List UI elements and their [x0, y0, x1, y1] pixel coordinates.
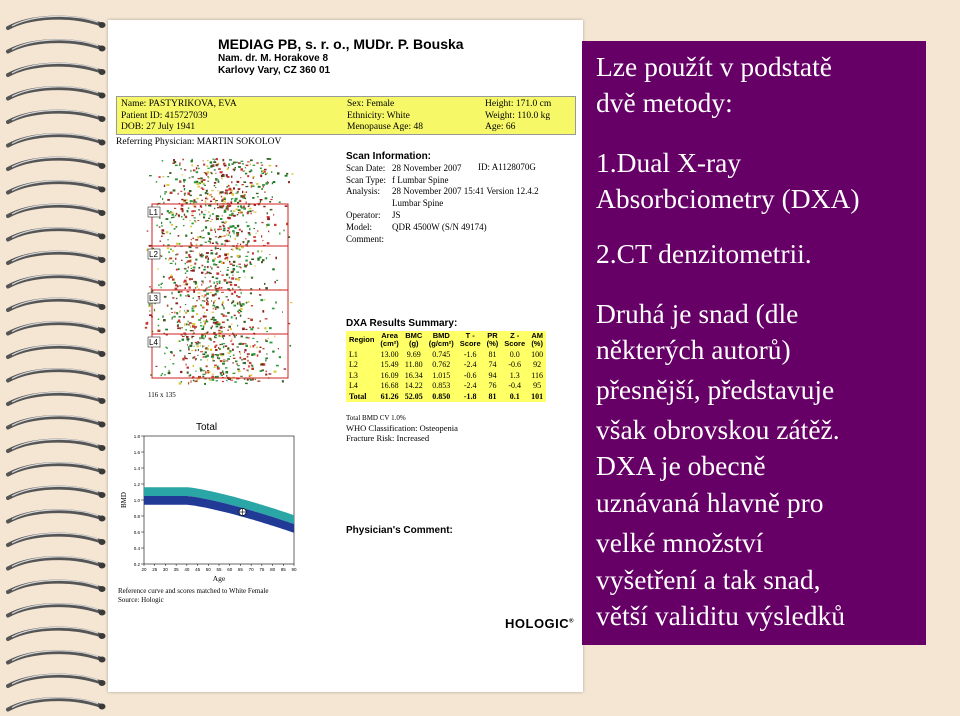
- scan-label-l1: L1: [149, 208, 158, 217]
- scan-label-l2: L2: [149, 250, 158, 259]
- table-header-cell: [377, 331, 401, 349]
- y-tick-label: 0.4: [133, 546, 140, 551]
- table-header-cell: [426, 331, 457, 349]
- scan-label-l4: L4: [149, 338, 158, 347]
- table-cell: -0.6: [457, 370, 484, 381]
- bmd-cv: Total BMD CV 1.0%: [346, 414, 406, 422]
- scan-date-value: 28 November 2007: [392, 162, 462, 173]
- table-total-row: [346, 391, 546, 402]
- table-row: [346, 381, 546, 392]
- header-unit: (g): [408, 339, 419, 348]
- text-line-12: velké množství: [596, 527, 764, 558]
- table-header-cell: [528, 331, 546, 349]
- table-cell: 61.26: [377, 391, 401, 402]
- dxa-report-scan: [108, 20, 583, 692]
- table-cell: 81: [484, 349, 502, 360]
- clinic-address-1: Nam. dr. M. Horakove 8: [218, 53, 329, 64]
- chart-footer: [118, 587, 269, 605]
- table-cell: 92: [528, 360, 546, 371]
- table-cell: 81: [484, 391, 502, 402]
- table-cell: 94: [484, 370, 502, 381]
- clinic-header: [218, 36, 464, 77]
- table-cell: 15.49: [377, 360, 401, 371]
- table-cell: 0.762: [426, 360, 457, 371]
- text-line-14: větší validitu výsledků: [596, 600, 846, 631]
- y-tick-label: 1.4: [133, 466, 140, 471]
- table-cell: 16.09: [377, 370, 401, 381]
- table-cell: L3: [346, 370, 377, 381]
- chart-title: Total: [196, 422, 218, 433]
- operator-value: JS: [392, 209, 401, 220]
- x-tick-label: 50: [205, 567, 211, 572]
- hologic-logo: HOLOGIC®: [505, 616, 575, 631]
- y-tick-label: 1.8: [133, 434, 140, 439]
- clinic-name: MEDIAG PB, s. r. o., MUDr. P. Bouska: [218, 36, 464, 52]
- scan-date-label: Scan Date:: [346, 162, 386, 173]
- analysis-label: Analysis:: [346, 186, 381, 197]
- table-row: [346, 360, 546, 371]
- table-cell: 0.0: [501, 349, 528, 360]
- table-cell: 74: [484, 360, 502, 371]
- table-row: [346, 349, 546, 360]
- x-tick-label: 60: [227, 567, 233, 572]
- table-cell: 1.3: [501, 370, 528, 381]
- header-unit: (%): [531, 339, 543, 348]
- table-cell: 16.68: [377, 381, 401, 392]
- x-tick-label: 85: [280, 567, 286, 572]
- patient-name: Name: PASTYRIKOVA, EVA: [121, 99, 237, 109]
- fracture-risk: Fracture Risk: Increased: [346, 433, 430, 443]
- table-header-cell: [402, 331, 426, 349]
- patient-id: Patient ID: 415727039: [121, 110, 208, 121]
- patient-age: Age: 66: [485, 122, 516, 132]
- table-cell: 9.69: [402, 349, 426, 360]
- table-cell: -2.4: [457, 360, 484, 371]
- header-label: Region: [349, 335, 375, 344]
- table-cell: 100: [528, 349, 546, 360]
- y-tick-label: 0.6: [133, 530, 140, 535]
- header-label: Area: [381, 331, 398, 340]
- text-line-1: Lze použít v podstatě: [596, 51, 832, 82]
- table-cell: 101: [528, 391, 546, 402]
- dxa-results-title: DXA Results Summary:: [346, 318, 458, 329]
- text-line-10: DXA je obecně: [596, 450, 766, 481]
- header-label: T -: [465, 331, 475, 340]
- reference-note: Reference curve and scores matched to White Female: [118, 587, 269, 595]
- header-unit: (cm²): [380, 339, 399, 348]
- table-cell: 14.22: [402, 381, 426, 392]
- text-line-8: přesnější, představuje: [596, 374, 835, 405]
- x-tick-label: 90: [291, 567, 297, 572]
- table-cell: L1: [346, 349, 377, 360]
- dxa-results-table: [346, 331, 546, 402]
- table-cell: 1.015: [426, 370, 457, 381]
- text-line-13: vyšetření a tak snad,: [596, 564, 821, 595]
- x-tick-label: 65: [237, 567, 243, 572]
- clinic-address-2: Karlovy Vary, CZ 360 01: [218, 65, 331, 76]
- table-cell: 0.1: [501, 391, 528, 402]
- patient-dob: DOB: 27 July 1941: [121, 122, 196, 132]
- patient-menopause: Menopause Age: 48: [347, 122, 423, 132]
- y-axis-label: BMD: [120, 492, 128, 508]
- text-line-5: 2.CT denzitometrii.: [596, 238, 812, 269]
- x-tick-label: 45: [195, 567, 201, 572]
- referring-physician: Referring Physician: MARTIN SOKOLOV: [116, 137, 282, 147]
- x-tick-label: 55: [216, 567, 222, 572]
- y-tick-label: 1.6: [133, 450, 140, 455]
- table-header-cell: [457, 331, 484, 349]
- text-line-2: dvě metody:: [596, 87, 733, 118]
- text-line-6: Druhá je snad (dle: [596, 298, 799, 329]
- hologic-logo-text: HOLOGIC: [505, 616, 570, 631]
- patient-ethnicity: Ethnicity: White: [347, 110, 410, 121]
- patient-sex: Sex: Female: [347, 99, 395, 109]
- header-unit: (%): [486, 339, 499, 348]
- text-line-9: však obrovskou zátěž.: [596, 414, 840, 445]
- y-tick-label: 1.0: [133, 498, 140, 503]
- slide-text-panel: [582, 41, 926, 645]
- x-tick-label: 25: [152, 567, 158, 572]
- header-label: AM: [531, 331, 543, 340]
- table-cell: Total: [346, 391, 377, 402]
- x-tick-label: 30: [162, 567, 168, 572]
- table-cell: 0.853: [426, 381, 457, 392]
- who-classification: WHO Classification: Osteopenia: [346, 423, 458, 433]
- table-cell: 76: [484, 381, 502, 392]
- table-cell: 16.34: [402, 370, 426, 381]
- x-axis-label: Age: [212, 574, 226, 583]
- scan-size-label: 116 x 135: [148, 391, 176, 399]
- table-cell: -2.4: [457, 381, 484, 392]
- header-unit: Score: [459, 339, 481, 348]
- scan-label-l3: L3: [149, 294, 158, 303]
- scan-info-title: Scan Information:: [346, 151, 432, 162]
- table-cell: -0.4: [501, 381, 528, 392]
- model-label: Model:: [346, 221, 372, 232]
- table-header-cell: [501, 331, 528, 349]
- patient-weight: Weight: 110.0 kg: [485, 110, 551, 121]
- y-tick-label: 1.2: [133, 482, 140, 487]
- table-cell: 52.05: [402, 391, 426, 402]
- table-cell: -1.8: [457, 391, 484, 402]
- model-value: QDR 4500W (S/N 49174): [392, 221, 487, 232]
- text-line-11: uznávaná hlavně pro: [596, 487, 824, 518]
- table-cell: -0.6: [501, 360, 528, 371]
- text-line-7: některých autorů): [596, 334, 791, 365]
- analysis-value-2: Lumbar Spine: [392, 198, 444, 209]
- patient-marker: [239, 508, 246, 515]
- scan-type-label: Scan Type:: [346, 174, 386, 185]
- text-line-3: 1.Dual X-ray: [596, 147, 742, 178]
- header-label: Z -: [510, 331, 520, 340]
- spine-scan-image: [144, 158, 294, 388]
- dxa-notes: [346, 413, 458, 443]
- table-cell: 95: [528, 381, 546, 392]
- bmd-reference-chart: [116, 432, 301, 584]
- header-label: BMD: [432, 331, 450, 340]
- table-cell: 116: [528, 370, 546, 381]
- x-tick-label: 80: [270, 567, 276, 572]
- source-note: Source: Hologic: [118, 596, 164, 604]
- table-cell: 0.745: [426, 349, 457, 360]
- table-header-row: [346, 331, 546, 349]
- x-tick-label: 35: [173, 567, 179, 572]
- table-cell: 0.850: [426, 391, 457, 402]
- header-unit: Score: [504, 339, 526, 348]
- table-header-cell: [346, 331, 377, 349]
- y-tick-label: 0.8: [133, 514, 140, 519]
- y-tick-label: 0.2: [133, 562, 140, 567]
- x-tick-label: 75: [259, 567, 265, 572]
- scan-type-value: f Lumbar Spine: [392, 174, 449, 185]
- header-label: PR: [487, 331, 498, 340]
- spiral-binding: [0, 0, 110, 716]
- operator-label: Operator:: [346, 209, 381, 220]
- table-cell: -1.6: [457, 349, 484, 360]
- analysis-value: 28 November 2007 15:41 Version 12.4.2: [392, 186, 539, 197]
- table-cell: L4: [346, 381, 377, 392]
- table-header-cell: [484, 331, 502, 349]
- table-cell: L2: [346, 360, 377, 371]
- table-cell: 13.00: [377, 349, 401, 360]
- patient-info-box: [116, 96, 576, 135]
- x-tick-label: 70: [248, 567, 254, 572]
- header-label: BMC: [405, 331, 423, 340]
- physician-comment-label: Physician's Comment:: [346, 525, 453, 536]
- table-row: [346, 370, 546, 381]
- x-tick-label: 40: [184, 567, 190, 572]
- header-unit: (g/cm²): [428, 339, 454, 348]
- table-cell: 11.80: [402, 360, 426, 371]
- text-line-4: Absorbciometry (DXA): [596, 183, 860, 214]
- x-tick-label: 20: [141, 567, 147, 572]
- patient-height: Height: 171.0 cm: [485, 99, 552, 109]
- comment-label: Comment:: [346, 233, 384, 244]
- scan-id: ID: A1128070G: [478, 162, 536, 172]
